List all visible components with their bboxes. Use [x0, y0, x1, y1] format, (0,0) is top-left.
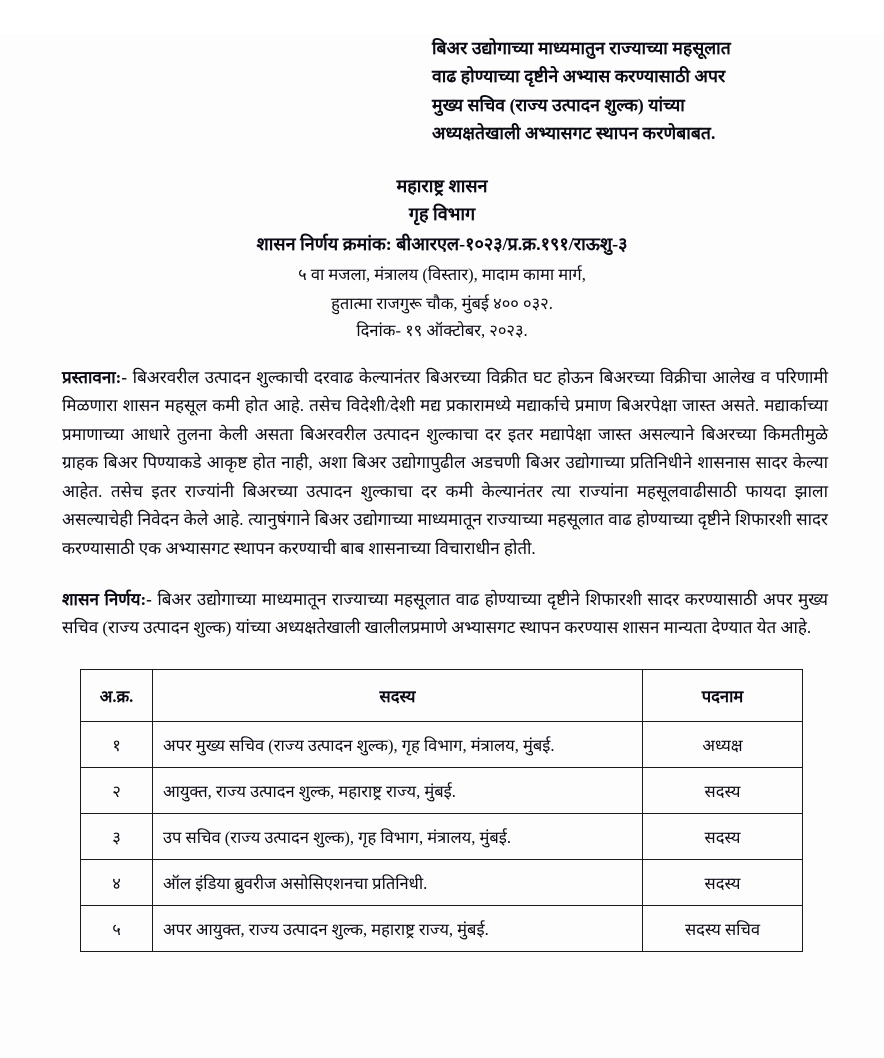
cell-post: सदस्य सचिव	[643, 905, 803, 951]
cell-member: ऑल इंडिया ब्रुवरीज असोसिएशनचा प्रतिनिधी.	[153, 859, 643, 905]
cell-sr: १	[81, 721, 153, 767]
document-page	[0, 34, 884, 1058]
cell-sr: ५	[81, 905, 153, 951]
cell-member: अपर आयुक्त, राज्य उत्पादन शुल्क, महाराष्ट्र राज्य, मुंबई.	[153, 905, 643, 951]
subject-line-3: मुख्य सचिव (राज्य उत्पादन शुल्क) यांच्या	[432, 94, 685, 115]
table-row	[81, 813, 803, 859]
cell-sr: ३	[81, 813, 153, 859]
resolution-number: शासन निर्णय क्रमांक: बीआरएल-१०२३/प्र.क्र.१९१/राऊशु-३	[256, 234, 628, 255]
members-table-wrapper	[80, 669, 828, 952]
cell-member: अपर मुख्य सचिव (राज्य उत्पादन शुल्क), गृह विभाग, मंत्रालय, मुंबई.	[153, 721, 643, 767]
preamble-paragraph	[62, 364, 828, 564]
department-name: गृह विभाग	[408, 204, 476, 225]
decision-paragraph	[62, 586, 828, 643]
cell-member: उप सचिव (राज्य उत्पादन शुल्क), गृह विभाग, मंत्रालय, मुंबई.	[153, 813, 643, 859]
table-row	[81, 721, 803, 767]
column-header-post: पदनाम	[643, 669, 803, 721]
government-name: महाराष्ट्र शासन	[396, 176, 488, 197]
preamble-text: बिअरवरील उत्पादन शुल्काची दरवाढ केल्यानंतर बिअरच्या विक्रीत घट होऊन बिअरच्या विक्रीचा आलेख व परिणामी मिळणारा शासन महसूल कमी होत आहे. तसेच विदेशी/देशी मद्य प्रकारामध्ये मद्यार्काचे प्रमाण बिअरपेक्षा जास्त असते. मद्यार्काच्या प्रमाणाच्या आधारे तुलना केली असता बिअरवरील उत्पादन शुल्काचा दर इतर मद्यापेक्षा जास्त असल्याने बिअरच्या किमतीमुळे ग्राहक बिअर पिण्याकडे आकृष्ट होत नाही, अशा बिअर उद्योगापुढील अडचणी बिअर उद्योगाच्या प्रतिनिधीने शासनास सादर केल्या आहेत. तसेच इतर राज्यांनी बिअरच्या उत्पादन शुल्काचा दर कमी केल्यानंतर त्या राज्यांना महसूलवाढीसाठी फायदा झाला असल्याचेही निवेदन केले आहे. त्यानुषंगाने बिअर उद्योगाच्या माध्यमातून राज्याच्या महसूलात वाढ होण्याच्या दृष्टीने शिफारशी सादर करण्यासाठी एक अभ्यासगट स्थापन करण्याची बाब शासनाच्या विचाराधीन होती.	[62, 367, 828, 559]
members-table	[80, 669, 803, 952]
address-line-2: हुतात्मा राजगुरू चौक, मुंबई ४०० ०३२.	[331, 293, 553, 313]
document-date: दिनांक- १९ ऑक्टोबर, २०२३.	[356, 321, 528, 341]
cell-member: आयुक्त, राज्य उत्पादन शुल्क, महाराष्ट्र राज्य, मुंबई.	[153, 767, 643, 813]
decision-text: बिअर उद्योगाच्या माध्यमातून राज्याच्या महसूलात वाढ होण्याच्या दृष्टीने शिफारशी सादर करण्यासाठी अपर मुख्य सचिव (राज्य उत्पादन शुल्क) यांच्या अध्यक्षतेखाली खालीलप्रमाणे अभ्यासगट स्थापन करण्यास शासन मान्यता देण्यात येत आहे.	[62, 589, 828, 638]
cell-post: अध्यक्ष	[643, 721, 803, 767]
table-row	[81, 767, 803, 813]
cell-sr: २	[81, 767, 153, 813]
cell-post: सदस्य	[643, 813, 803, 859]
address-line-1: ५ वा मजला, मंत्रालय (विस्तार), मादाम कामा मार्ग,	[298, 265, 586, 285]
cell-sr: ४	[81, 859, 153, 905]
table-header-row	[81, 669, 803, 721]
government-header	[0, 173, 884, 343]
subject-line-2: वाढ होण्याच्या दृष्टीने अभ्यास करण्यासाठी अपर	[432, 66, 726, 87]
cell-post: सदस्य	[643, 859, 803, 905]
decision-label: शासन निर्णय:-	[62, 589, 152, 609]
subject-line-4: अध्यक्षतेखाली अभ्यासगट स्थापन करणेबाबत.	[432, 123, 716, 144]
preamble-label: प्रस्तावना:-	[62, 367, 127, 387]
cell-post: सदस्य	[643, 767, 803, 813]
table-row	[81, 905, 803, 951]
subject-block	[432, 34, 828, 147]
column-header-member: सदस्य	[153, 669, 643, 721]
document-body	[62, 364, 828, 643]
subject-line-1: बिअर उद्योगाच्या माध्यमातुन राज्याच्या महसूलात	[432, 38, 731, 58]
column-header-sr: अ.क्र.	[81, 669, 153, 721]
table-row	[81, 859, 803, 905]
